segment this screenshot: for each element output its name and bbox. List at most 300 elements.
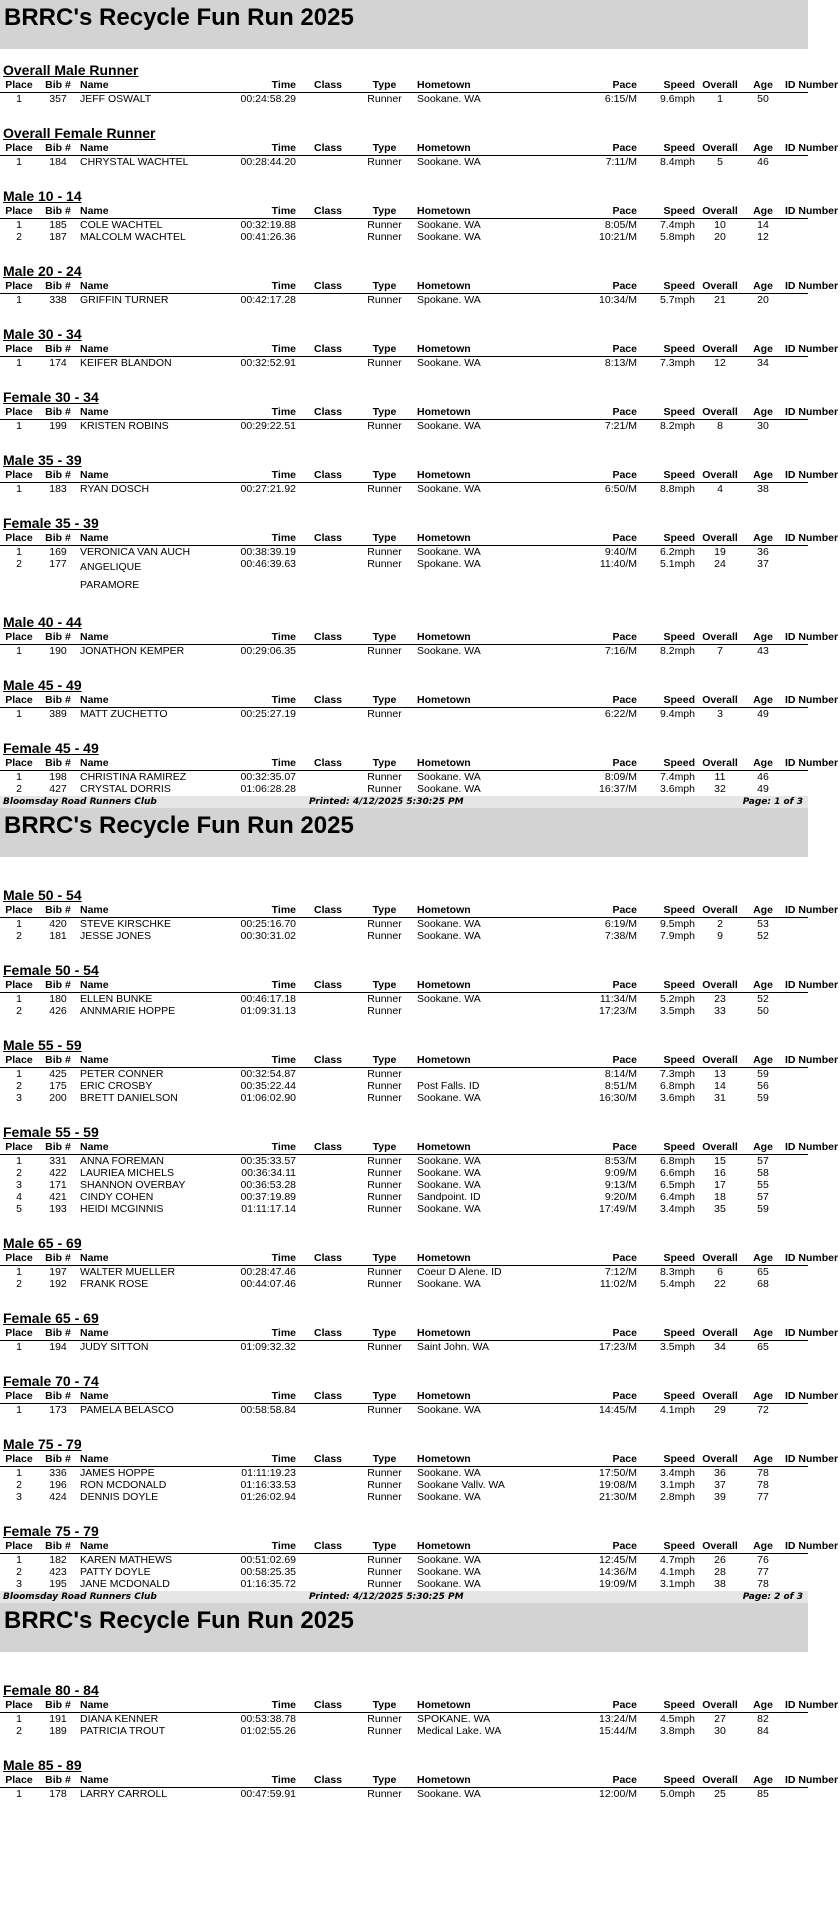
column-header-pace: Pace (612, 694, 637, 706)
column-header-row (0, 1326, 839, 1341)
cell-speed: 5.8mph (659, 231, 695, 243)
cell-time: 00:51:02.69 (240, 1554, 296, 1566)
cell-bib: 427 (49, 783, 67, 795)
column-header-type: Type (372, 79, 397, 91)
cell-hometown: Sookane. WA (417, 645, 481, 657)
column-header-type: Type (372, 1252, 397, 1264)
cell-time: 00:44:07.46 (240, 1278, 296, 1290)
column-header-hometown: Hometown (417, 1252, 471, 1264)
cell-place: 2 (16, 1167, 22, 1179)
column-header-age: Age (753, 1774, 773, 1786)
cell-bib: 421 (49, 1191, 67, 1203)
cell-bib: 184 (49, 156, 67, 168)
cell-pace: 7:16/M (604, 645, 637, 657)
column-header-row (0, 1539, 839, 1554)
column-header-age: Age (753, 280, 773, 292)
cell-speed: 6.8mph (659, 1155, 695, 1167)
column-header-row (0, 1773, 839, 1788)
cell-overall: 28 (714, 1566, 726, 1578)
category-section (0, 857, 839, 948)
column-header-place: Place (5, 532, 33, 544)
cell-type: Runner (367, 645, 402, 657)
cell-name: KEIFER BLANDON (80, 357, 172, 369)
cell-bib: 197 (49, 1266, 67, 1278)
cell-name: ANNA FOREMAN (80, 1155, 165, 1167)
cell-overall: 9 (717, 930, 723, 942)
column-header-hometown: Hometown (417, 1054, 471, 1066)
result-row (0, 1578, 808, 1590)
cell-name: CHRISTINA RAMIREZ (80, 771, 187, 783)
column-header-place: Place (5, 904, 33, 916)
column-header-hometown: Hometown (417, 1699, 471, 1711)
column-header-id: ID Number (785, 979, 839, 991)
cell-speed: 8.2mph (659, 420, 695, 432)
cell-name: GRIFFIN TURNER (80, 294, 169, 306)
result-row (0, 483, 808, 495)
cell-overall: 18 (714, 1191, 726, 1203)
column-header-overall: Overall (702, 406, 738, 418)
cell-hometown: Medical Lake. WA (417, 1725, 502, 1737)
cell-overall: 7 (717, 645, 723, 657)
cell-time: 00:27:21.92 (240, 483, 296, 495)
category-title: Male 85 - 89 (3, 1757, 82, 1773)
column-header-class: Class (313, 694, 343, 706)
cell-class (300, 1266, 356, 1278)
cell-hometown: Saint John. WA (417, 1341, 489, 1353)
column-header-class: Class (313, 1141, 343, 1153)
cell-hometown: Sookane. WA (417, 1566, 481, 1578)
cell-id (781, 1566, 840, 1578)
cell-class (300, 546, 356, 558)
column-header-pace: Pace (612, 1054, 637, 1066)
cell-speed: 6.6mph (659, 1167, 695, 1179)
cell-id (781, 993, 840, 1005)
cell-id (781, 918, 840, 930)
cell-id (781, 1068, 840, 1080)
column-header-hometown: Hometown (417, 1390, 471, 1402)
cell-overall: 13 (714, 1068, 726, 1080)
column-header-row (0, 1389, 839, 1404)
result-row (0, 1467, 808, 1479)
cell-age: 82 (757, 1713, 769, 1725)
cell-speed: 9.5mph (659, 918, 695, 930)
category-title: Male 35 - 39 (3, 452, 82, 468)
column-header-class: Class (313, 757, 343, 769)
cell-speed: 4.1mph (659, 1566, 695, 1578)
result-row (0, 420, 808, 432)
cell-type: Runner (367, 1155, 402, 1167)
cell-type: Runner (367, 483, 402, 495)
cell-speed: 7.3mph (659, 357, 695, 369)
column-header-type: Type (372, 343, 397, 355)
column-header-bib: Bib # (45, 904, 71, 916)
column-header-pace: Pace (612, 631, 637, 643)
cell-place: 2 (16, 1479, 22, 1491)
column-header-id: ID Number (785, 1540, 839, 1552)
cell-bib: 420 (49, 918, 67, 930)
column-header-hometown: Hometown (417, 205, 471, 217)
result-row (0, 294, 808, 306)
cell-speed: 5.7mph (659, 294, 695, 306)
cell-pace: 8:53/M (604, 1155, 637, 1167)
column-header-pace: Pace (612, 1699, 637, 1711)
cell-class (300, 1005, 356, 1017)
result-row (0, 1788, 808, 1800)
results-page (0, 0, 839, 808)
cell-time: 00:35:22.44 (240, 1080, 296, 1092)
cell-name: VERONICA VAN AUCH (80, 546, 191, 558)
cell-id (781, 1080, 840, 1092)
cell-id (781, 1578, 840, 1590)
cell-overall: 3 (717, 708, 723, 720)
cell-type: Runner (367, 93, 402, 105)
cell-place: 4 (16, 1191, 22, 1203)
column-header-row (0, 1698, 839, 1713)
cell-class (300, 708, 356, 720)
cell-overall: 37 (714, 1479, 726, 1491)
cell-bib: 190 (49, 645, 67, 657)
cell-time: 00:35:33.57 (240, 1155, 296, 1167)
column-header-hometown: Hometown (417, 79, 471, 91)
column-header-overall: Overall (702, 532, 738, 544)
column-header-overall: Overall (702, 1774, 738, 1786)
column-header-name: Name (80, 1327, 109, 1339)
cell-time: 00:47:59.91 (240, 1788, 296, 1800)
column-header-class: Class (313, 532, 343, 544)
cell-id (781, 1167, 840, 1179)
column-header-type: Type (372, 1453, 397, 1465)
column-header-overall: Overall (702, 757, 738, 769)
cell-type: Runner (367, 783, 402, 795)
cell-overall: 22 (714, 1278, 726, 1290)
cell-bib: 336 (49, 1467, 67, 1479)
cell-class (300, 1341, 356, 1353)
cell-hometown (413, 1068, 547, 1080)
category-title: Female 65 - 69 (3, 1310, 99, 1326)
cell-age: 77 (757, 1491, 769, 1503)
column-header-time: Time (271, 1540, 296, 1552)
category-section (0, 1296, 839, 1359)
column-header-time: Time (271, 406, 296, 418)
cell-pace: 7:11/M (605, 156, 637, 168)
column-header-bib: Bib # (45, 469, 71, 481)
cell-age: 78 (757, 1467, 769, 1479)
column-header-age: Age (753, 79, 773, 91)
column-header-bib: Bib # (45, 757, 71, 769)
cell-name: ANNMARIE HOPPE (80, 1005, 176, 1017)
column-header-age: Age (753, 979, 773, 991)
cell-place: 2 (16, 1566, 22, 1578)
column-header-speed: Speed (663, 532, 695, 544)
column-header-name: Name (80, 631, 109, 643)
column-header-name: Name (80, 694, 109, 706)
result-row (0, 1167, 808, 1179)
column-header-hometown: Hometown (417, 631, 471, 643)
cell-speed: 5.2mph (659, 993, 695, 1005)
cell-name: PATRICIA TROUT (80, 1725, 166, 1737)
column-header-class: Class (313, 406, 343, 418)
cell-speed: 5.1mph (659, 558, 695, 570)
cell-place: 2 (16, 1278, 22, 1290)
column-header-class: Class (313, 904, 343, 916)
column-header-place: Place (5, 1054, 33, 1066)
cell-name: JUDY SITTON (80, 1341, 149, 1353)
column-header-place: Place (5, 1774, 33, 1786)
cell-age: 14 (757, 219, 769, 231)
cell-time: 00:30:31.02 (240, 930, 296, 942)
column-header-pace: Pace (612, 1141, 637, 1153)
column-header-bib: Bib # (45, 280, 71, 292)
column-header-id: ID Number (785, 1252, 839, 1264)
cell-age: 43 (757, 645, 769, 657)
column-header-age: Age (753, 406, 773, 418)
category-section (0, 1221, 839, 1296)
column-header-id: ID Number (785, 694, 839, 706)
cell-bib: 183 (49, 483, 67, 495)
column-header-type: Type (372, 532, 397, 544)
cell-class (300, 1179, 356, 1191)
column-header-speed: Speed (663, 406, 695, 418)
cell-hometown: Sookane. WA (417, 1578, 481, 1590)
column-header-age: Age (753, 1699, 773, 1711)
cell-class (300, 993, 356, 1005)
column-header-place: Place (5, 1453, 33, 1465)
cell-speed: 9.6mph (659, 93, 695, 105)
cell-type: Runner (367, 1491, 402, 1503)
column-header-hometown: Hometown (417, 469, 471, 481)
cell-class (300, 1167, 356, 1179)
cell-class (300, 1479, 356, 1491)
cell-class (300, 1278, 356, 1290)
cell-type: Runner (367, 1092, 402, 1104)
column-header-type: Type (372, 142, 397, 154)
cell-pace: 6:50/M (604, 483, 637, 495)
cell-class (300, 771, 356, 783)
cell-age: 36 (757, 546, 769, 558)
cell-hometown: Spokane. WA (417, 558, 481, 570)
cell-speed: 3.1mph (659, 1479, 695, 1491)
cell-id (781, 1479, 840, 1491)
column-header-type: Type (372, 1774, 397, 1786)
column-header-age: Age (753, 1252, 773, 1264)
column-header-time: Time (271, 979, 296, 991)
column-header-speed: Speed (663, 1453, 695, 1465)
footer-page-number: Page: 1 of 3 (742, 797, 803, 807)
cell-type: Runner (367, 1554, 402, 1566)
cell-type: Runner (367, 1725, 402, 1737)
column-header-bib: Bib # (45, 532, 71, 544)
column-header-age: Age (753, 904, 773, 916)
result-row (0, 1191, 808, 1203)
cell-class (300, 483, 356, 495)
column-header-class: Class (313, 1774, 343, 1786)
column-header-place: Place (5, 205, 33, 217)
cell-class (300, 1080, 356, 1092)
cell-place: 2 (16, 1005, 22, 1017)
cell-id (781, 1266, 840, 1278)
column-header-speed: Speed (663, 979, 695, 991)
column-header-row (0, 1251, 839, 1266)
column-header-bib: Bib # (45, 1252, 71, 1264)
column-header-pace: Pace (612, 1390, 637, 1402)
cell-type: Runner (367, 708, 402, 720)
cell-name: HEIDI MCGINNIS (80, 1203, 164, 1215)
cell-age: 52 (757, 993, 769, 1005)
column-header-overall: Overall (702, 1699, 738, 1711)
cell-overall: 2 (717, 918, 723, 930)
column-header-bib: Bib # (45, 1774, 71, 1786)
column-header-hometown: Hometown (417, 757, 471, 769)
results-page (0, 1603, 839, 1800)
cell-age: 57 (757, 1155, 769, 1167)
cell-time: 00:32:35.07 (240, 771, 296, 783)
cell-pace: 8:05/M (604, 219, 637, 231)
column-header-type: Type (372, 694, 397, 706)
column-header-row (0, 279, 839, 294)
column-header-type: Type (372, 904, 397, 916)
cell-hometown: Sookane Vallv. WA (417, 1479, 505, 1491)
cell-age: 37 (757, 558, 769, 570)
category-title: Overall Male Runner (3, 62, 139, 78)
column-header-age: Age (753, 1327, 773, 1339)
column-header-type: Type (372, 757, 397, 769)
cell-bib: 189 (49, 1725, 67, 1737)
cell-pace: 8:13/M (604, 357, 637, 369)
cell-type: Runner (367, 993, 402, 1005)
column-header-place: Place (5, 406, 33, 418)
column-header-speed: Speed (663, 631, 695, 643)
column-header-pace: Pace (612, 757, 637, 769)
cell-pace: 12:00/M (599, 1788, 637, 1800)
cell-time: 01:16:33.53 (240, 1479, 296, 1491)
page-header (0, 1603, 808, 1652)
cell-hometown: Sookane. WA (417, 93, 481, 105)
column-header-overall: Overall (702, 1252, 738, 1264)
cell-class (300, 1092, 356, 1104)
column-header-hometown: Hometown (417, 1141, 471, 1153)
column-header-time: Time (271, 343, 296, 355)
cell-bib: 331 (49, 1155, 67, 1167)
cell-place: 3 (16, 1578, 22, 1590)
result-row (0, 1179, 808, 1191)
cell-class (300, 1788, 356, 1800)
cell-time: 00:42:17.28 (240, 294, 296, 306)
cell-class (300, 1713, 356, 1725)
cell-type: Runner (367, 1005, 402, 1017)
cell-class (300, 294, 356, 306)
result-row (0, 546, 808, 558)
cell-age: 38 (757, 483, 769, 495)
result-row (0, 783, 808, 795)
cell-time: 01:26:02.94 (240, 1491, 296, 1503)
cell-place: 1 (16, 708, 22, 720)
cell-overall: 12 (714, 357, 726, 369)
cell-hometown: Sookane. WA (417, 1788, 481, 1800)
cell-hometown: Sandpoint. ID (417, 1191, 481, 1203)
cell-bib: 424 (49, 1491, 67, 1503)
cell-class (300, 219, 356, 231)
column-header-pace: Pace (612, 205, 637, 217)
column-header-name: Name (80, 1141, 109, 1153)
cell-id (781, 1092, 840, 1104)
cell-name: CRYSTAL DORRIS (80, 783, 171, 795)
cell-speed: 3.6mph (659, 1092, 695, 1104)
column-header-id: ID Number (785, 406, 839, 418)
column-header-id: ID Number (785, 79, 839, 91)
cell-time: 00:37:19.89 (240, 1191, 296, 1203)
column-header-age: Age (753, 142, 773, 154)
cell-place: 1 (16, 918, 22, 930)
column-header-speed: Speed (663, 1252, 695, 1264)
cell-id (781, 231, 840, 243)
cell-age: 34 (757, 357, 769, 369)
cell-time: 00:46:39.63 (240, 558, 296, 570)
column-header-pace: Pace (612, 1540, 637, 1552)
column-header-bib: Bib # (45, 1327, 71, 1339)
column-header-hometown: Hometown (417, 904, 471, 916)
column-header-time: Time (271, 280, 296, 292)
cell-class (300, 1566, 356, 1578)
cell-bib: 187 (49, 231, 67, 243)
cell-id (781, 93, 840, 105)
column-header-place: Place (5, 979, 33, 991)
column-header-name: Name (80, 205, 109, 217)
cell-pace: 16:37/M (599, 783, 637, 795)
cell-place: 1 (16, 156, 22, 168)
result-row (0, 918, 808, 930)
cell-pace: 7:38/M (604, 930, 637, 942)
cell-overall: 24 (714, 558, 726, 570)
column-header-id: ID Number (785, 1141, 839, 1153)
cell-overall: 31 (714, 1092, 726, 1104)
cell-type: Runner (367, 930, 402, 942)
cell-class (300, 357, 356, 369)
cell-overall: 19 (714, 546, 726, 558)
column-header-name: Name (80, 1540, 109, 1552)
column-header-bib: Bib # (45, 1699, 71, 1711)
category-section (0, 948, 839, 1023)
column-header-pace: Pace (612, 406, 637, 418)
cell-age: 56 (757, 1080, 769, 1092)
column-header-row (0, 78, 839, 93)
column-header-class: Class (313, 1327, 343, 1339)
cell-pace: 17:49/M (599, 1203, 637, 1215)
cell-age: 59 (757, 1068, 769, 1080)
column-header-time: Time (271, 79, 296, 91)
column-header-name: Name (80, 1774, 109, 1786)
cell-age: 76 (757, 1554, 769, 1566)
cell-type: Runner (367, 156, 402, 168)
cell-id (781, 1404, 840, 1416)
result-row (0, 1080, 808, 1092)
cell-place: 1 (16, 483, 22, 495)
column-header-id: ID Number (785, 343, 839, 355)
cell-pace: 9:40/M (604, 546, 637, 558)
column-header-type: Type (372, 1699, 397, 1711)
column-header-name: Name (80, 406, 109, 418)
cell-time: 00:25:27.19 (240, 708, 296, 720)
cell-age: 57 (757, 1191, 769, 1203)
cell-id (781, 1203, 840, 1215)
column-header-id: ID Number (785, 469, 839, 481)
cell-hometown: Sookane. WA (417, 231, 481, 243)
column-header-time: Time (271, 1453, 296, 1465)
result-row (0, 156, 808, 168)
cell-class (300, 783, 356, 795)
cell-id (781, 294, 840, 306)
cell-class (300, 93, 356, 105)
cell-name: BRETT DANIELSON (80, 1092, 178, 1104)
